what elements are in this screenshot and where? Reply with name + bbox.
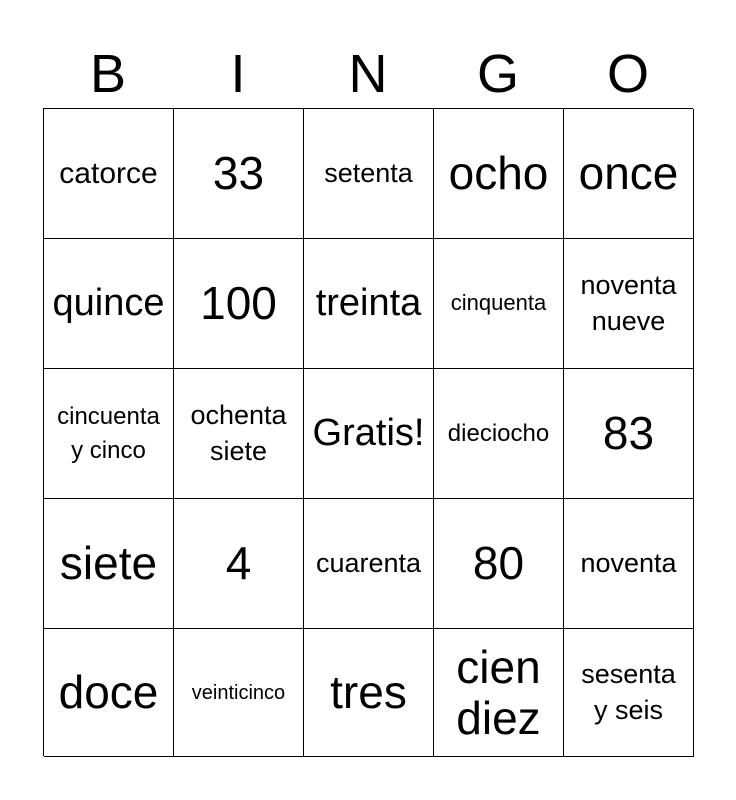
header-letter-i: I bbox=[230, 44, 246, 104]
bingo-cell[interactable]: cien diez bbox=[434, 629, 564, 757]
bingo-cell[interactable]: 33 bbox=[174, 109, 304, 239]
bingo-cell[interactable]: quince bbox=[44, 239, 174, 369]
bingo-cell[interactable]: ochenta siete bbox=[174, 369, 304, 499]
bingo-cell[interactable]: noventa bbox=[564, 499, 694, 629]
header-letter-o: O bbox=[606, 44, 649, 104]
bingo-cell[interactable]: 83 bbox=[564, 369, 694, 499]
bingo-cell[interactable]: cinquenta bbox=[434, 239, 564, 369]
bingo-cell[interactable]: cincuenta y cinco bbox=[44, 369, 174, 499]
free-space-cell[interactable]: Gratis! bbox=[304, 369, 434, 499]
bingo-cell[interactable]: sesenta y seis bbox=[564, 629, 694, 757]
header-letter-b: B bbox=[89, 44, 127, 104]
bingo-cell[interactable]: doce bbox=[44, 629, 174, 757]
bingo-cell[interactable]: cuarenta bbox=[304, 499, 434, 629]
bingo-cell[interactable]: setenta bbox=[304, 109, 434, 239]
bingo-cell[interactable]: catorce bbox=[44, 109, 174, 239]
bingo-cell[interactable]: 4 bbox=[174, 499, 304, 629]
bingo-cell[interactable]: 80 bbox=[434, 499, 564, 629]
bingo-cell[interactable]: ocho bbox=[434, 109, 564, 239]
bingo-cell[interactable]: tres bbox=[304, 629, 434, 757]
bingo-cell[interactable]: 100 bbox=[174, 239, 304, 369]
bingo-cell[interactable]: noventa nueve bbox=[564, 239, 694, 369]
bingo-cell[interactable]: veinticinco bbox=[174, 629, 304, 757]
bingo-cell[interactable]: siete bbox=[44, 499, 174, 629]
bingo-grid bbox=[43, 108, 693, 756]
header-letter-g: G bbox=[476, 44, 519, 104]
header-letter-n: N bbox=[348, 44, 388, 104]
bingo-header bbox=[43, 40, 693, 108]
bingo-cell[interactable]: treinta bbox=[304, 239, 434, 369]
bingo-cell[interactable]: once bbox=[564, 109, 694, 239]
bingo-cell[interactable]: dieciocho bbox=[434, 369, 564, 499]
